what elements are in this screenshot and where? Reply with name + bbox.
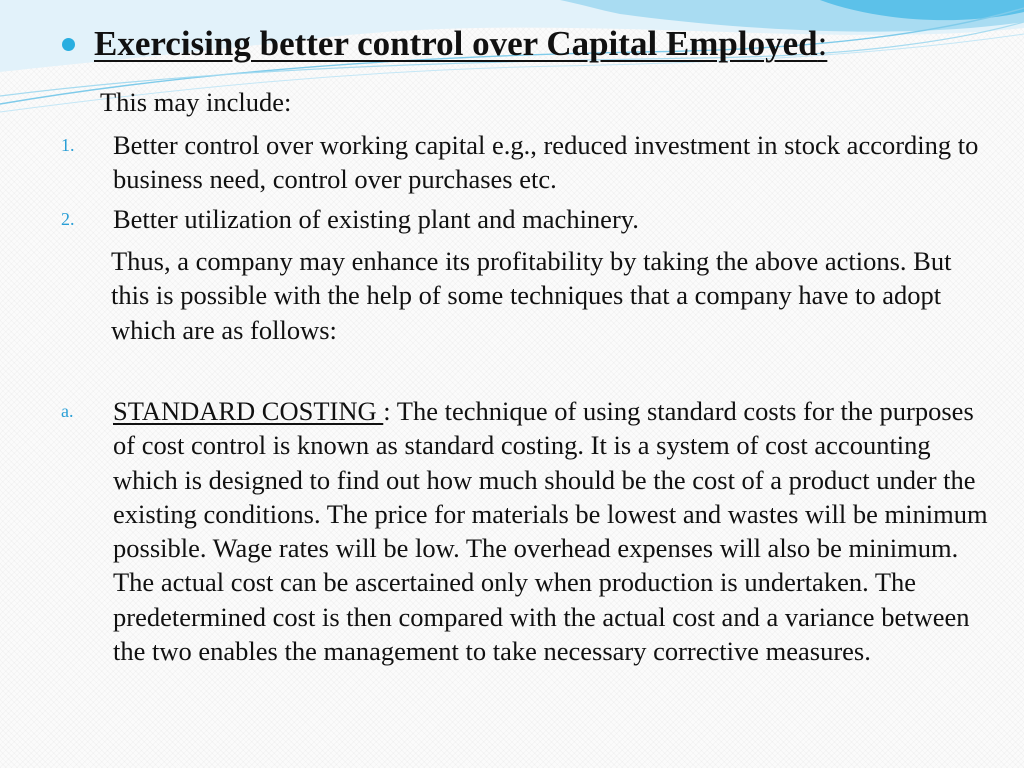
list-item-2: Better utilization of existing plant and machinery. — [113, 204, 639, 234]
summary-paragraph: Thus, a company may enhance its profitability by taking the above actions. But this is possible with the help of some techniques that a company have to adopt which are as follows: — [111, 246, 952, 345]
slide-title-text: Exercising better control over Capital Employed — [94, 24, 818, 63]
title-bullet-icon — [62, 38, 75, 51]
technique-separator: : — [383, 396, 391, 426]
list-marker-2: 2. — [61, 209, 75, 229]
technique-marker-a: a. — [61, 401, 74, 421]
technique-standard-costing — [113, 394, 993, 668]
list-item-1: Better control over working capital e.g., reduced investment in stock according to business need, control over purchases etc. — [113, 130, 979, 195]
technique-label: STANDARD COSTING — [113, 396, 384, 426]
list-marker-1: 1. — [61, 135, 75, 155]
technique-description: The technique of using standard costs for the purposes of cost control is known as standard costing. It is a system of cost accounting which is designed to find out how much should be the cost of a product under the existing conditions. The price for materials be lowest and wastes will be minimum possible. Wage rates will be low. The overhead expenses will also be minimum. The actual cost can be ascertained only when production is undertaken. The predetermined cost is then compared with the actual cost and a variance between the two enables the management to take necessary corrective measures. — [113, 396, 988, 667]
slide-title-colon: : — [817, 24, 828, 63]
intro-text: This may include: — [100, 87, 292, 117]
slide-title — [94, 22, 827, 66]
